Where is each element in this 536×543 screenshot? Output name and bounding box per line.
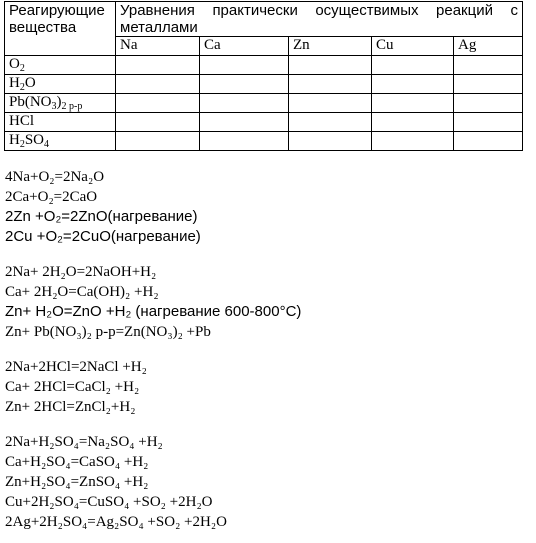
cell-empty	[200, 132, 289, 151]
cell-empty	[200, 56, 289, 75]
equation-line: 2Ca+O₂=2CaO	[5, 189, 98, 205]
equation-line: Ca+ 2HCl=CaCl₂ +H₂	[5, 379, 140, 395]
equation-line: Ca+H₂SO₄=CaSO₄ +H₂	[5, 454, 149, 470]
metal-cu: Cu	[372, 37, 454, 56]
reagent-pb-no3-2: $Pb(NO_3)_{2 р-р}$	[5, 94, 116, 113]
equation-line: 2Na+2HCl=2NaCl +H₂	[5, 359, 147, 375]
reagent-h2so4: $H_2SO_4$	[5, 132, 116, 151]
header-reagents-line2: вещества	[9, 19, 77, 36]
cell-empty	[454, 113, 523, 132]
metal-na: Na	[116, 37, 200, 56]
cell-empty	[289, 132, 372, 151]
cell-empty	[372, 113, 454, 132]
equation-line: 2Cu +O₂=2CuO(нагревание)	[5, 228, 201, 245]
cell-empty	[372, 75, 454, 94]
cell-empty	[200, 94, 289, 113]
cell-empty	[454, 75, 523, 94]
cell-empty	[116, 75, 200, 94]
equation-line: Zn+H₂SO₄=ZnSO₄ +H₂	[5, 474, 149, 490]
equation-line: Zn+ 2HCl=ZnCl₂+H₂	[5, 399, 136, 415]
cell-empty	[116, 113, 200, 132]
equation-line: Zn+ Pb(NO₃)₂ р-р=Zn(NO₃)₂ +Pb	[5, 324, 211, 340]
equation-line: Zn+ H₂O=ZnO +H₂ (нагревание 600-800°C)	[5, 303, 302, 320]
cell-empty	[289, 113, 372, 132]
cell-empty	[289, 56, 372, 75]
cell-empty	[372, 132, 454, 151]
cell-empty	[116, 56, 200, 75]
header-equations-line2: металлами	[120, 19, 198, 36]
cell-empty	[454, 56, 523, 75]
cell-empty	[116, 132, 200, 151]
reactions-table	[4, 1, 523, 151]
metal-ag: Ag	[454, 37, 523, 56]
equation-line: 2Na+H₂SO₄=Na₂SO₄ +H₂	[5, 434, 163, 450]
equation-line: Cu+2H₂SO₄=CuSO₄ +SO₂ +2H₂O	[5, 494, 213, 510]
group-gap	[5, 247, 301, 262]
cell-empty	[454, 132, 523, 151]
equations-list	[5, 167, 301, 532]
cell-empty	[289, 75, 372, 94]
equation-line: 2Na+ 2H₂O=2NaOH+H₂	[5, 264, 157, 280]
metal-ca: Ca	[200, 37, 289, 56]
header-reagents	[5, 2, 116, 56]
header-reagents-line1: Реагирующие	[9, 2, 105, 19]
header-equations	[116, 2, 523, 37]
reagent-hcl: HCl	[5, 113, 116, 132]
metal-zn: Zn	[289, 37, 372, 56]
cell-empty	[372, 94, 454, 113]
cell-empty	[289, 94, 372, 113]
cell-empty	[200, 75, 289, 94]
reagent-o2: $O_2$	[5, 56, 116, 75]
cell-empty	[116, 94, 200, 113]
group-gap	[5, 417, 301, 432]
equation-line: 2Ag+2H₂SO₄=Ag₂SO₄ +SO₂ +2H₂O	[5, 514, 227, 530]
equation-line: 2Zn +O₂=2ZnO(нагревание)	[5, 208, 198, 225]
equation-line: Ca+ 2H₂O=Ca(OH)₂ +H₂	[5, 284, 159, 300]
reagent-h2o: $H_2O$	[5, 75, 116, 94]
cell-empty	[454, 94, 523, 113]
equation-line: 4Na+O₂=2Na₂O	[5, 169, 105, 185]
cell-empty	[200, 113, 289, 132]
header-equations-line1: Уравнения практически осуществимых реакций с	[120, 2, 518, 19]
group-gap	[5, 342, 301, 357]
cell-empty	[372, 56, 454, 75]
